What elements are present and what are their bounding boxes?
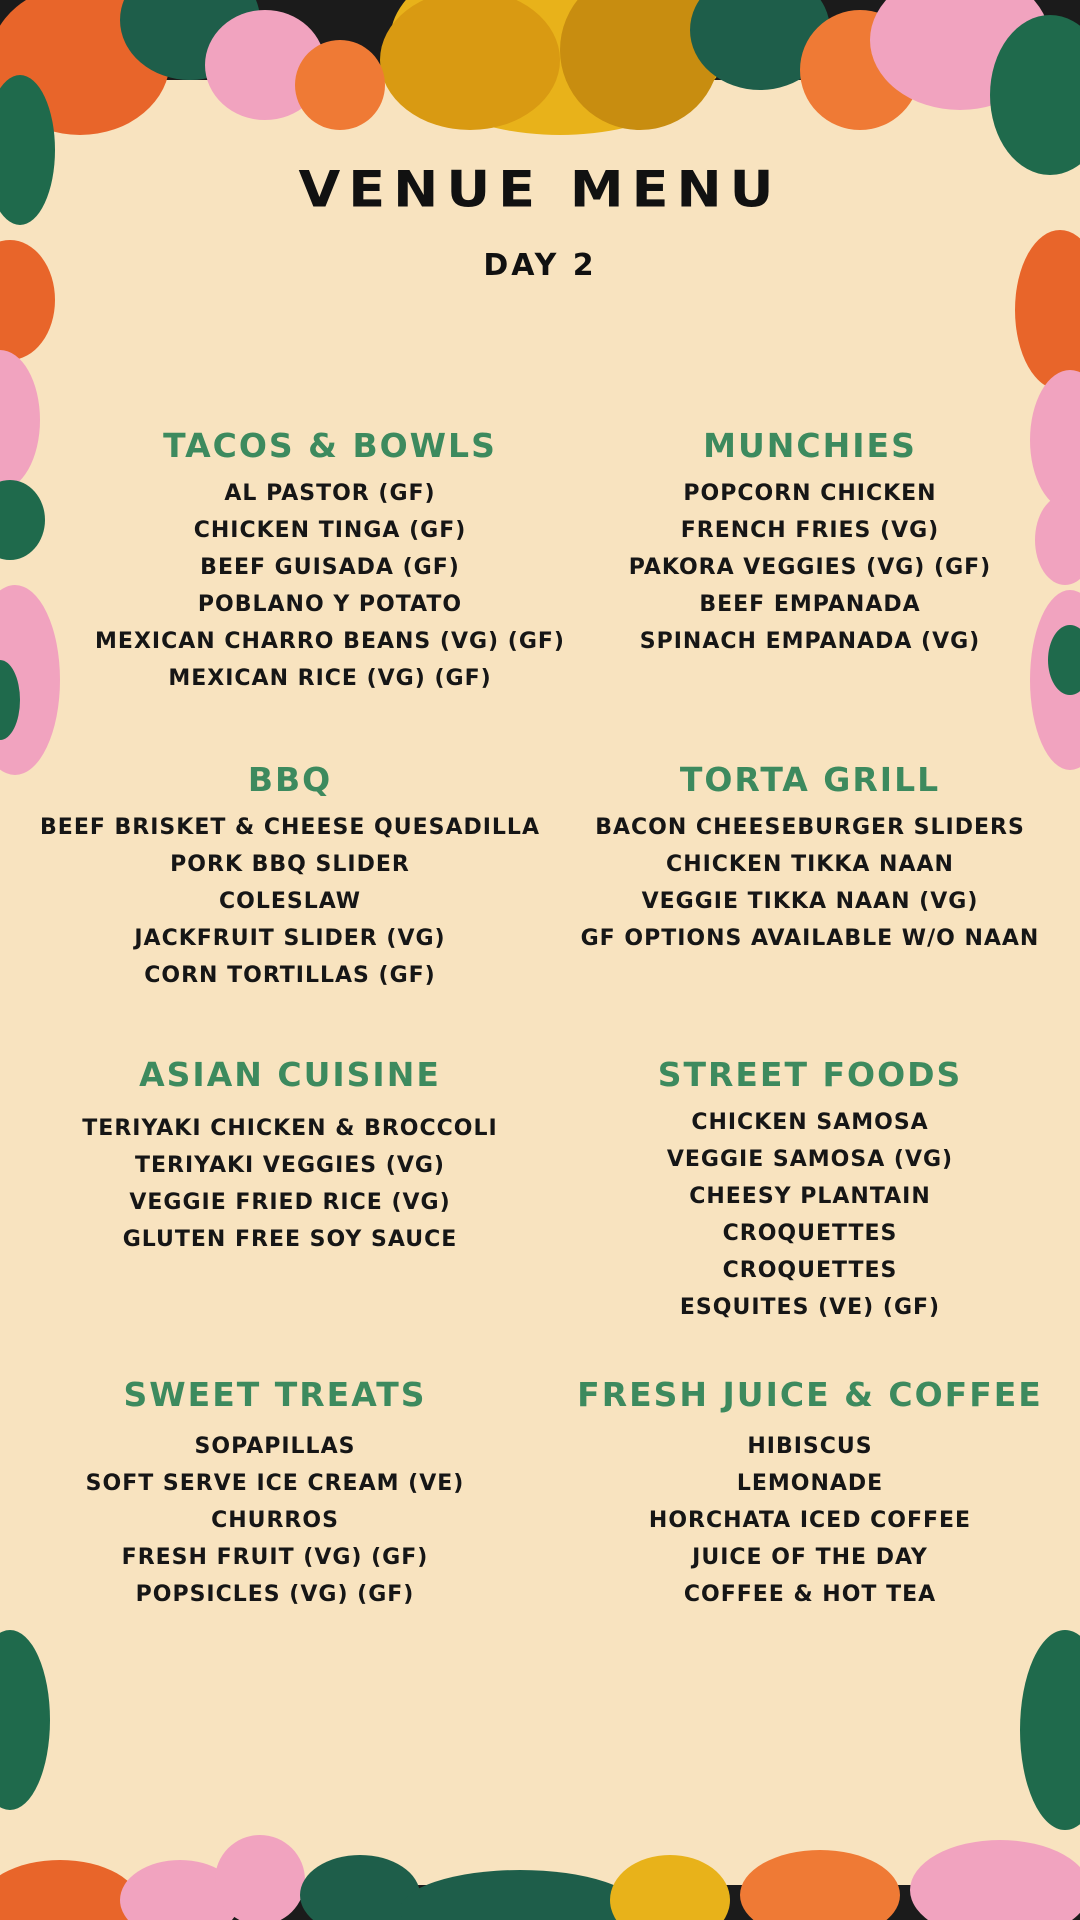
menu-item: TERIYAKI CHICKEN & BROCCOLI — [82, 1116, 498, 1141]
section-heading: BBQ — [247, 760, 333, 799]
menu-item: SPINACH EMPANADA (VG) — [639, 629, 981, 654]
menu-item: CHICKEN SAMOSA — [691, 1110, 929, 1135]
menu-subtitle: DAY 2 — [483, 248, 597, 283]
section-heading: SWEET TREATS — [123, 1375, 427, 1414]
menu-item: COLESLAW — [218, 889, 362, 914]
menu-item: FRESH FRUIT (VG) (GF) — [121, 1545, 429, 1570]
section-street-foods — [580, 1052, 1040, 1326]
section-heading: TACOS & BOWLS — [163, 426, 497, 465]
menu-item: POPCORN CHICKEN — [683, 481, 937, 506]
menu-item: JUICE OF THE DAY — [692, 1545, 928, 1570]
menu-item: SOFT SERVE ICE CREAM (VE) — [85, 1471, 465, 1496]
menu-item: POBLANO Y POTATO — [197, 592, 463, 617]
section-bbq — [10, 757, 570, 994]
section-tacos-bowls — [40, 423, 620, 697]
menu-item: BEEF EMPANADA — [699, 592, 921, 617]
menu-item: COFFEE & HOT TEA — [683, 1582, 937, 1607]
menu-item: POPSICLES (VG) (GF) — [135, 1582, 415, 1607]
menu-item: BACON CHEESEBURGER SLIDERS — [595, 815, 1025, 840]
menu-item: HIBISCUS — [747, 1434, 873, 1459]
menu-item: MEXICAN CHARRO BEANS (VG) (GF) — [95, 629, 565, 654]
menu-item: VEGGIE TIKKA NAAN (VG) — [641, 889, 979, 914]
menu-item: CORN TORTILLAS (GF) — [144, 963, 436, 988]
menu-item: VEGGIE SAMOSA (VG) — [666, 1147, 954, 1172]
section-fresh-juice-coffee — [570, 1372, 1050, 1613]
menu-item: FRENCH FRIES (VG) — [680, 518, 940, 543]
menu-item: CHICKEN TINGA (GF) — [193, 518, 467, 543]
section-heading: STREET FOODS — [657, 1055, 963, 1094]
section-heading: ASIAN CUISINE — [139, 1055, 441, 1094]
menu-item: GLUTEN FREE SOY SAUCE — [122, 1227, 458, 1252]
menu-item: JACKFRUIT SLIDER (VG) — [134, 926, 446, 951]
section-munchies — [580, 423, 1040, 660]
menu-item: LEMONADE — [736, 1471, 884, 1496]
section-sweet-treats — [40, 1372, 510, 1613]
menu-item: MEXICAN RICE (VG) (GF) — [168, 666, 492, 691]
menu-item: TERIYAKI VEGGIES (VG) — [135, 1153, 445, 1178]
section-torta-grill — [580, 757, 1040, 957]
section-heading: FRESH JUICE & COFFEE — [577, 1375, 1043, 1414]
menu-item: ESQUITES (VE) (GF) — [679, 1295, 941, 1320]
section-asian-cuisine — [20, 1052, 560, 1258]
menu-item: CROQUETTES — [722, 1221, 898, 1246]
menu-item: PORK BBQ SLIDER — [170, 852, 410, 877]
menu-item: AL PASTOR (GF) — [224, 481, 436, 506]
section-heading: TORTA GRILL — [679, 760, 941, 799]
menu-item: GF OPTIONS AVAILABLE W/O NAAN — [580, 926, 1040, 951]
menu-title: VENUE MENU — [298, 160, 782, 219]
menu-item: BEEF GUISADA (GF) — [200, 555, 460, 580]
section-heading: MUNCHIES — [703, 426, 917, 465]
menu-item: VEGGIE FRIED RICE (VG) — [129, 1190, 451, 1215]
menu-item: CHICKEN TIKKA NAAN — [666, 852, 954, 877]
menu-item: CHEESY PLANTAIN — [689, 1184, 931, 1209]
menu-item: CROQUETTES — [722, 1258, 898, 1283]
menu-item: BEEF BRISKET & CHEESE QUESADILLA — [40, 815, 540, 840]
menu-item: PAKORA VEGGIES (VG) (GF) — [628, 555, 992, 580]
menu-item: CHURROS — [211, 1508, 339, 1533]
menu-item: HORCHATA ICED COFFEE — [648, 1508, 972, 1533]
menu-item: SOPAPILLAS — [194, 1434, 356, 1459]
